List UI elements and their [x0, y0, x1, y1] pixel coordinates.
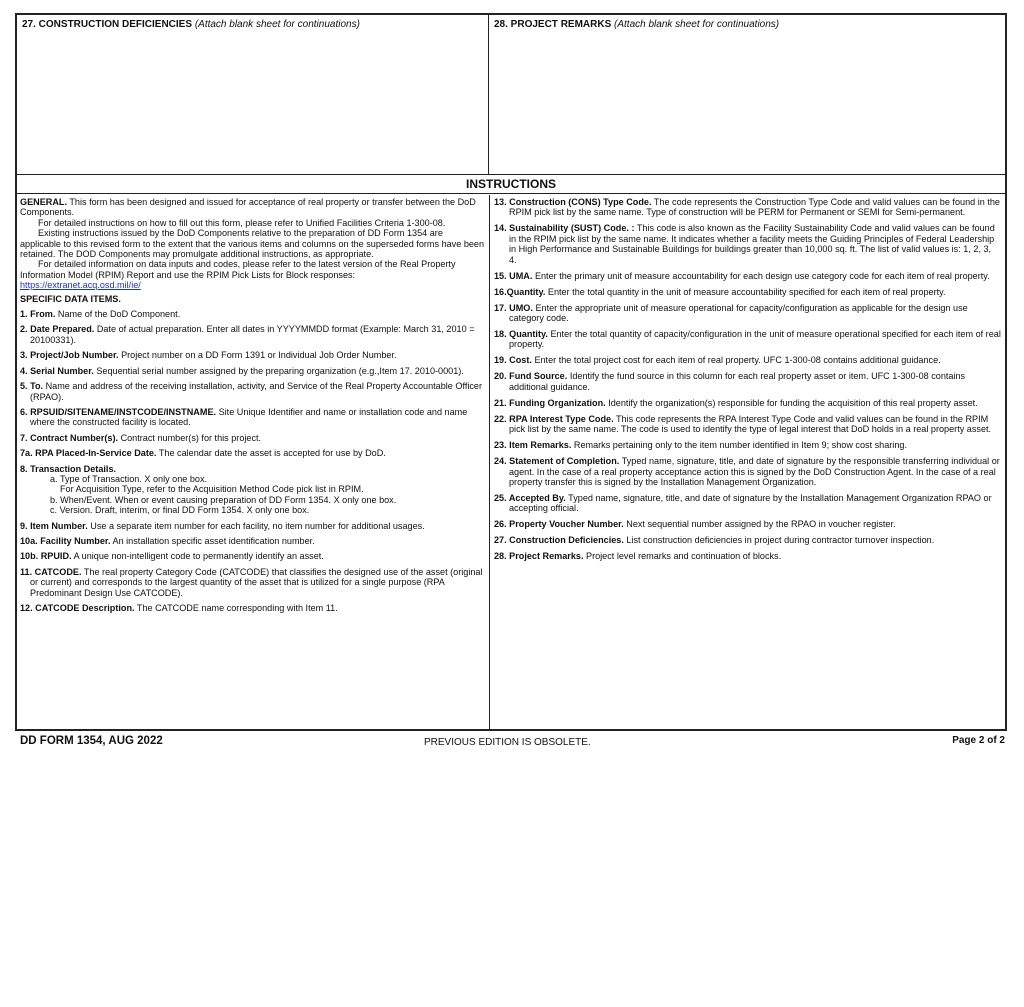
item-8-transaction-details [20, 464, 485, 516]
instruction-item-text: Name and address of the receiving installation, activity, and Service of the Real Property Accountable Officer (RPAO). [30, 381, 483, 402]
instruction-item-text: Date of actual preparation. Enter all dates in YYYYMMDD format (Example: March 31, 2010 = 20100331). [30, 324, 475, 345]
remarks-row [17, 15, 1005, 175]
item-8a-note: For Acquisition Type, refer to the Acquisition Method Code pick list in RPIM. [60, 484, 364, 495]
instruction-item [494, 371, 1001, 392]
general-data-inputs: For detailed information on data inputs and codes, please refer to the latest version of the Real Property Information Model (RPIM) Report and use the RPIM Pick Lists for Block responses: [20, 259, 456, 280]
instruction-item-text: Enter the total quantity in the unit of measure accountability specified for each item of real property. [547, 286, 946, 297]
instruction-item [20, 603, 485, 613]
specific-data-items-heading: SPECIFIC DATA ITEMS. [20, 293, 121, 304]
instruction-item-label: 25. Accepted By. [494, 493, 566, 504]
instruction-item-text: List construction deficiencies in project during contractor turnover inspection. [626, 535, 935, 546]
instruction-item-text: The code represents the Construction Type Code and valid values can be found in the RPIM pick list by the same name. Type of construction will be PERM for Permanent or SEMI for Semi-permanent. [509, 197, 1000, 218]
instruction-item-text: This code represents the RPA Interest Type Code and valid values can be found in the RPIM pick list by the same name. The code is used to identify the type of legal interest that DoD holds in a real property asset. [509, 413, 992, 435]
instruction-item-label: 27. Construction Deficiencies. [494, 535, 624, 546]
construction-deficiencies-label [22, 18, 483, 31]
instructions-right-column [490, 195, 1005, 567]
instruction-item-text: Use a separate item number for each facility, no item number for additional usages. [90, 520, 425, 531]
instruction-item-label: 7a. RPA Placed-In-Service Date. [20, 448, 157, 459]
instruction-item [20, 366, 485, 376]
instruction-item-text: Project number on a DD Form 1391 or Individual Job Order Number. [121, 350, 397, 361]
instruction-item-label: 24. Statement of Completion. [494, 456, 620, 467]
instruction-item-text: Sequential serial number assigned by the preparing organization (e.g.,Item 17. 2010-0001). [96, 365, 464, 376]
instruction-item-text: Enter the total quantity of capacity/configuration in the unit of measure operational specified for each item of real property. [509, 329, 1001, 350]
instruction-item-text: Next sequential number assigned by the RPAO in voucher register. [626, 519, 896, 530]
instruction-item [20, 433, 485, 443]
instruction-item [494, 303, 1001, 324]
instruction-item [494, 414, 1001, 435]
instruction-item [20, 350, 485, 360]
instruction-item-label: 23. Item Remarks. [494, 440, 572, 451]
instruction-item [494, 271, 1001, 281]
form-identifier: DD FORM 1354, AUG 2022 [20, 735, 163, 747]
instruction-item-text: The real property Category Code (CATCODE) that classifies the designed use of the asset (original or current) and corresponds to the largest quantity of the asset that is utilized for a single purpose (RPA Predominant Design Use CATCODE). [30, 566, 483, 598]
instruction-item-text: Enter the appropriate unit of measure operational for capacity/configuration as applicable for the design use category code. [509, 302, 968, 324]
instruction-item-label: 14. Sustainability (SUST) Code. : [494, 223, 635, 234]
instruction-item-text: Project level remarks and continuation of blocks. [586, 551, 782, 562]
instruction-item [494, 197, 1001, 218]
extranet-link-row [20, 280, 485, 290]
item-8b: b. When/Event. When or event causing preparation of DD Form 1354. X only one box. [50, 494, 397, 505]
instruction-item-label: 9. Item Number. [20, 520, 88, 531]
instruction-item-text: Enter the total project cost for each item of real property. UFC 1-300-08 contains additional guidance. [534, 355, 941, 366]
instruction-item-label: 16.Quantity. [494, 286, 546, 297]
instruction-item-label: 22. RPA Interest Type Code. [494, 413, 614, 424]
instruction-item [494, 440, 1001, 450]
instruction-item-label: 19. Cost. [494, 355, 532, 366]
instruction-item-label: 3. Project/Job Number. [20, 350, 119, 361]
instruction-item [494, 287, 1001, 297]
general-text: This form has been designed and issued for acceptance of real property or transfer between the DoD Components. [20, 197, 476, 218]
instruction-item [20, 521, 485, 531]
left-items-list-2 [20, 521, 485, 614]
box27-note: (Attach blank sheet for continuations) [194, 19, 360, 30]
instruction-item [494, 535, 1001, 545]
instruction-item-text: Enter the primary unit of measure accountability for each design use category code for each item of real property. [534, 270, 990, 281]
instruction-item [20, 309, 485, 319]
instruction-item-label: 13. Construction (CONS) Type Code. [494, 197, 652, 207]
general-paragraph [20, 197, 485, 218]
instruction-item [20, 448, 485, 458]
instruction-item-label: 5. To. [20, 381, 44, 392]
instruction-item-text: Identify the organization(s) responsible for funding the acquisition of this real property asset. [608, 397, 978, 408]
instruction-item-text: Contract number(s) for this project. [120, 432, 262, 443]
instruction-item-text: Site Unique Identifier and name or installation code and name where the constructed facility is located. [30, 406, 468, 428]
instruction-item-text: This code is also known as the Facility Sustainability Code and valid values can be found in the RPIM pick list by the same name. It indicates whether a facility meets the Guiding Principles of Federal Leadership in High Performance and Sustainable Buildings for buildings greater than 10,000 sq. ft. The list of valid values is: 1, 2, 3, 4. [509, 223, 995, 265]
instructions-left-column [17, 195, 490, 729]
instruction-item-label: 15. UMA. [494, 270, 533, 281]
instruction-item-text: Name of the DoD Component. [57, 309, 181, 320]
instruction-item-label: 1. From. [20, 309, 56, 320]
project-remarks-label [494, 18, 1000, 31]
item-8a: a. Type of Transaction. X only one box. [50, 473, 208, 484]
instruction-item [494, 355, 1001, 365]
instructions-title: INSTRUCTIONS [17, 175, 1005, 194]
instruction-item [20, 567, 485, 598]
item-8-label: 8. Transaction Details. [20, 463, 117, 474]
form-page [15, 13, 1007, 731]
instruction-item-label: 17. UMO. [494, 302, 533, 313]
previous-edition-note: PREVIOUS EDITION IS OBSOLETE. [424, 737, 591, 748]
instruction-item [494, 456, 1001, 487]
box28-title: 28. PROJECT REMARKS [494, 19, 612, 30]
project-remarks-box[interactable] [489, 15, 1005, 174]
instruction-item [494, 493, 1001, 514]
instruction-item-label: 7. Contract Number(s). [20, 432, 119, 443]
instruction-item-text: Remarks pertaining only to the item number identified in Item 9; show cost sharing. [573, 440, 907, 451]
instruction-item [494, 551, 1001, 561]
instruction-item-text: Typed name, signature, title, and date of signature by the responsible transferring individual or agent. In the case of a real property acceptance action this is signed by the DoD Construction Agent. In the case of a real property transfer this is signed by the Installation Management Organization. [509, 456, 1000, 488]
instruction-item-label: 4. Serial Number. [20, 365, 94, 376]
construction-deficiencies-box[interactable] [17, 15, 489, 174]
instruction-item-label: 10b. RPUID. [20, 551, 72, 562]
instruction-item-label: 26. Property Voucher Number. [494, 519, 624, 530]
instruction-item [494, 398, 1001, 408]
instruction-item [20, 536, 485, 546]
item-8c: c. Version. Draft, interim, or final DD Form 1354. X only one box. [50, 505, 310, 516]
left-items-list [20, 309, 485, 458]
instruction-item-text: The CATCODE name corresponding with Item 11. [136, 603, 338, 613]
instruction-item-label: 11. CATCODE. [20, 566, 82, 577]
instruction-item [20, 324, 485, 345]
instruction-item-text: The calendar date the asset is accepted for use by DoD. [158, 448, 386, 459]
general-existing-instructions: Existing instructions issued by the DoD Components relative to the preparation of DD Form 1354 are applicable to this revised form to the extent that the various items and columns on the superseded forms have been retained. The DOD Components may promulgate additional instructions, as appropriate. [20, 228, 485, 260]
instruction-item-label: 10a. Facility Number. [20, 535, 111, 546]
instruction-item [20, 381, 485, 402]
instruction-item-text: A unique non-intelligent code to permanently identify an asset. [73, 551, 324, 562]
instruction-item [20, 407, 485, 428]
instruction-item-label: 6. RPSUID/SITENAME/INSTCODE/INSTNAME. [20, 406, 217, 417]
instruction-item [494, 519, 1001, 529]
instruction-item-label: 2. Date Prepared. [20, 324, 95, 335]
instruction-item [494, 223, 1001, 265]
instruction-item-label: 12. CATCODE Description. [20, 603, 135, 613]
general-reference: For detailed instructions on how to fill out this form, please refer to Unified Facilities Criteria 1-300-08. [38, 217, 446, 228]
page-number: Page 2 of 2 [952, 735, 1005, 746]
instruction-item [494, 329, 1001, 350]
page-footer [20, 735, 1007, 751]
instruction-item-text: Typed name, signature, title, and date of signature by the Installation Management Organization RPAO or accepting official. [509, 493, 992, 514]
box27-title: 27. CONSTRUCTION DEFICIENCIES [22, 19, 193, 30]
general-heading: GENERAL. [20, 197, 67, 207]
instruction-item-label: 21. Funding Organization. [494, 397, 606, 408]
right-items-list [494, 197, 1001, 562]
instruction-item-label: 18. Quantity. [494, 329, 548, 340]
instruction-item-label: 20. Fund Source. [494, 371, 568, 382]
extranet-link[interactable]: https://extranet.acq.osd.mil/ie/ [20, 280, 141, 291]
instruction-item-label: 28. Project Remarks. [494, 551, 584, 562]
box28-note: (Attach blank sheet for continuations) [614, 19, 780, 30]
instruction-item-text: Identify the fund source in this column for each real property asset or item. UFC 1-300-08 contains additional guidance. [509, 371, 966, 392]
instruction-item [20, 551, 485, 561]
instruction-item-text: An installation specific asset identification number. [112, 535, 315, 546]
